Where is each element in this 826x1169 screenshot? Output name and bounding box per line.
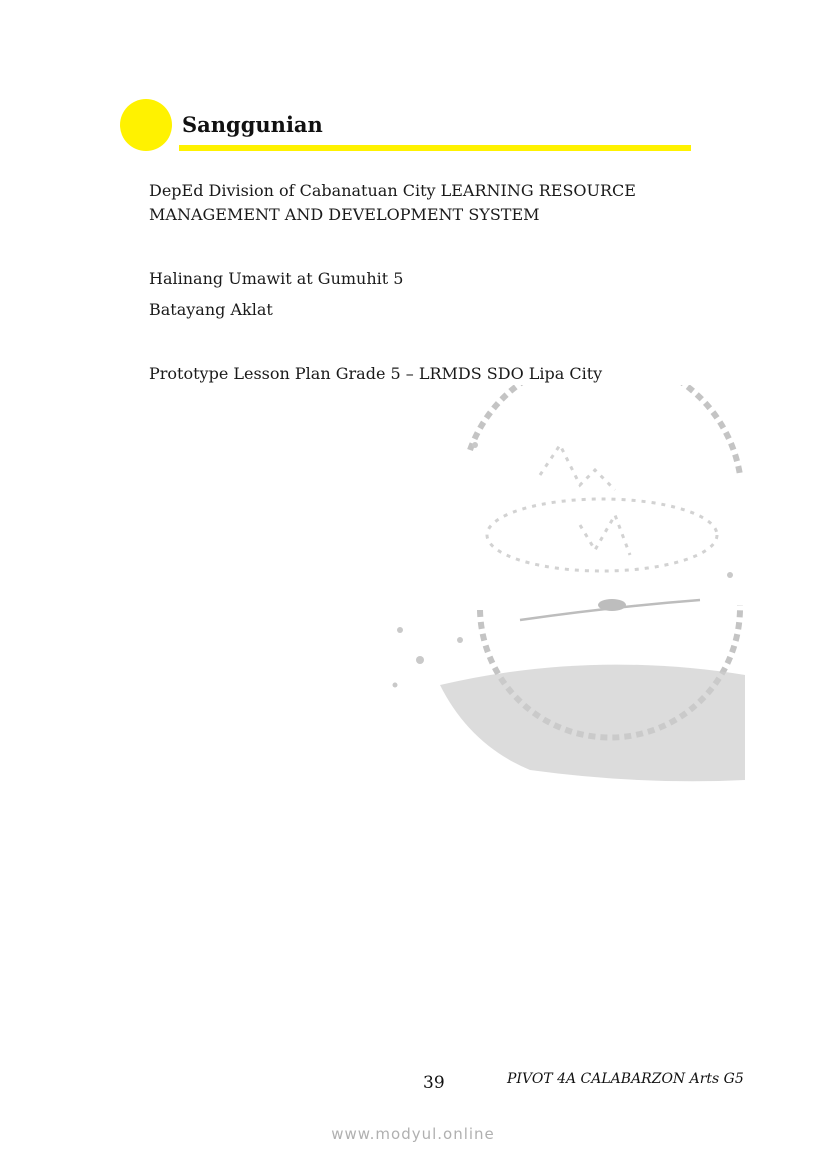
reference-line-1: DepEd Division of Cabanatuan City LEARNING RESOURCE — [149, 181, 636, 200]
school-seal-icon — [380, 385, 750, 785]
section-bullet-icon — [120, 99, 172, 151]
publication-title: PIVOT 4A CALABARZON Arts G5 — [507, 1071, 744, 1087]
reference-line-3: Halinang Umawit at Gumuhit 5 — [149, 269, 404, 288]
section-title: Sanggunian — [182, 112, 323, 137]
watermark-url: www.modyul.online — [331, 1125, 495, 1143]
reference-line-2: MANAGEMENT AND DEVELOPMENT SYSTEM — [149, 205, 540, 224]
page-number: 39 — [423, 1073, 445, 1093]
reference-line-4: Batayang Aklat — [149, 300, 273, 319]
reference-line-5: Prototype Lesson Plan Grade 5 – LRMDS SDO Lipa City — [149, 364, 603, 383]
title-underline — [179, 145, 691, 151]
